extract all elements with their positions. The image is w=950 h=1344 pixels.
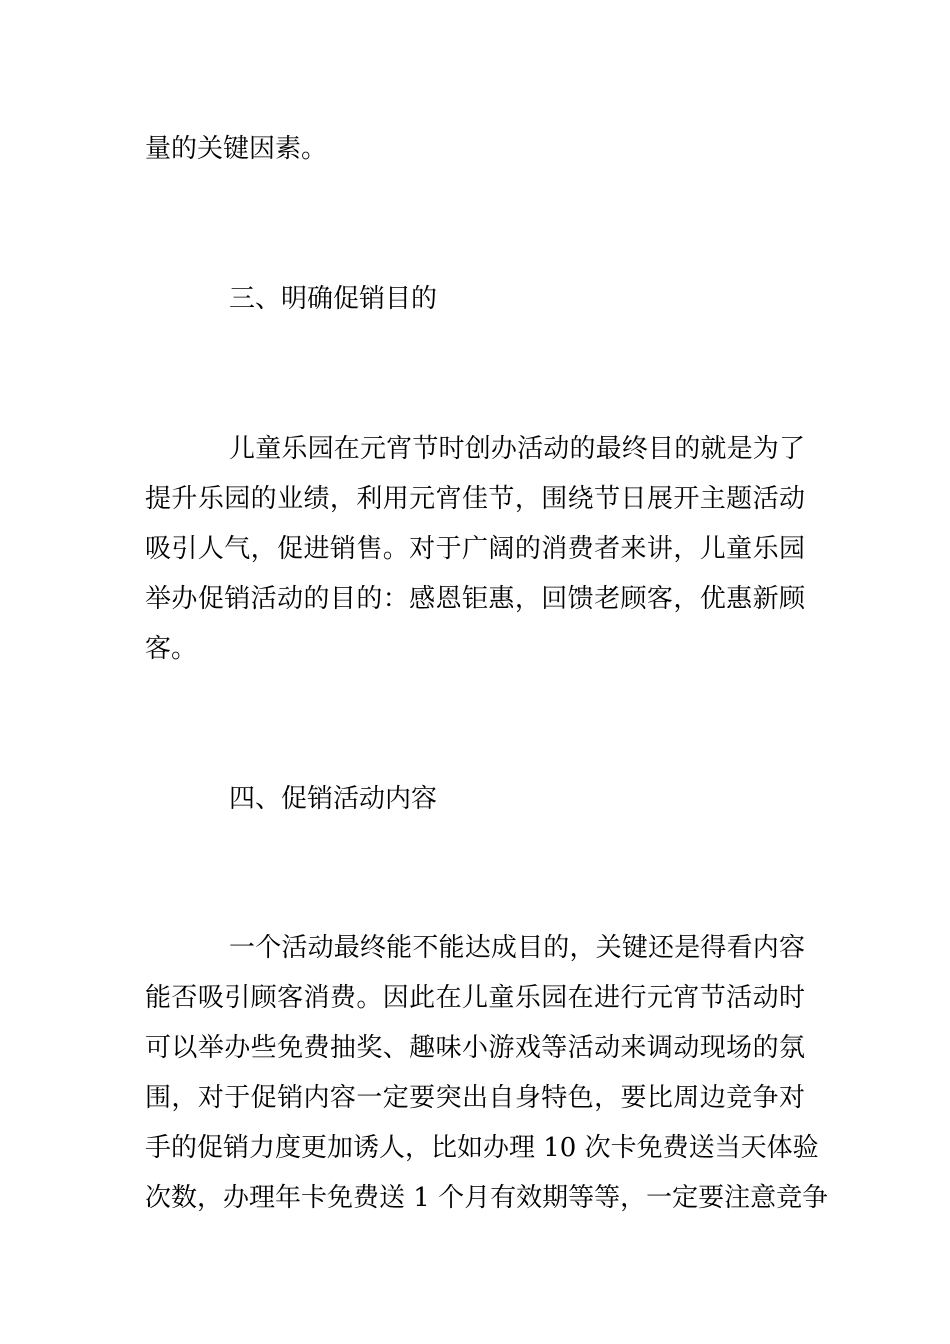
paragraph-line: 吸引人气，促进销售。对于广阔的消费者来讲，儿童乐园 bbox=[145, 534, 805, 564]
paragraph-line: 客。 bbox=[145, 634, 198, 664]
section-heading-3: 三、明确促销目的 bbox=[229, 284, 438, 314]
paragraph-line: 能否吸引顾客消费。因此在儿童乐园在进行元宵节活动时 bbox=[145, 983, 805, 1013]
paragraph-line: 次数，办理年卡免费送 1 个月有效期等等，一定要注意竞争 bbox=[145, 1183, 829, 1213]
paragraph-line: 举办促销活动的目的：感恩钜惠，回馈老顾客，优惠新顾 bbox=[145, 584, 805, 614]
paragraph-line: 可以举办些免费抽奖、趣味小游戏等活动来调动现场的氛 bbox=[145, 1033, 805, 1063]
paragraph-line: 围，对于促销内容一定要突出自身特色，要比周边竞争对 bbox=[145, 1083, 805, 1113]
paragraph-line: 提升乐园的业绩，利用元宵佳节，围绕节日展开主题活动 bbox=[145, 484, 805, 514]
paragraph-line: 儿童乐园在元宵节时创办活动的最终目的就是为了 bbox=[229, 434, 805, 464]
section-heading-4: 四、促销活动内容 bbox=[229, 784, 438, 814]
paragraph-continuation-line: 量的关键因素。 bbox=[145, 134, 328, 164]
paragraph-line: 手的促销力度更加诱人，比如办理 10 次卡免费送当天体验 bbox=[145, 1133, 819, 1163]
paragraph-line: 一个活动最终能不能达成目的，关键还是得看内容 bbox=[229, 933, 805, 963]
